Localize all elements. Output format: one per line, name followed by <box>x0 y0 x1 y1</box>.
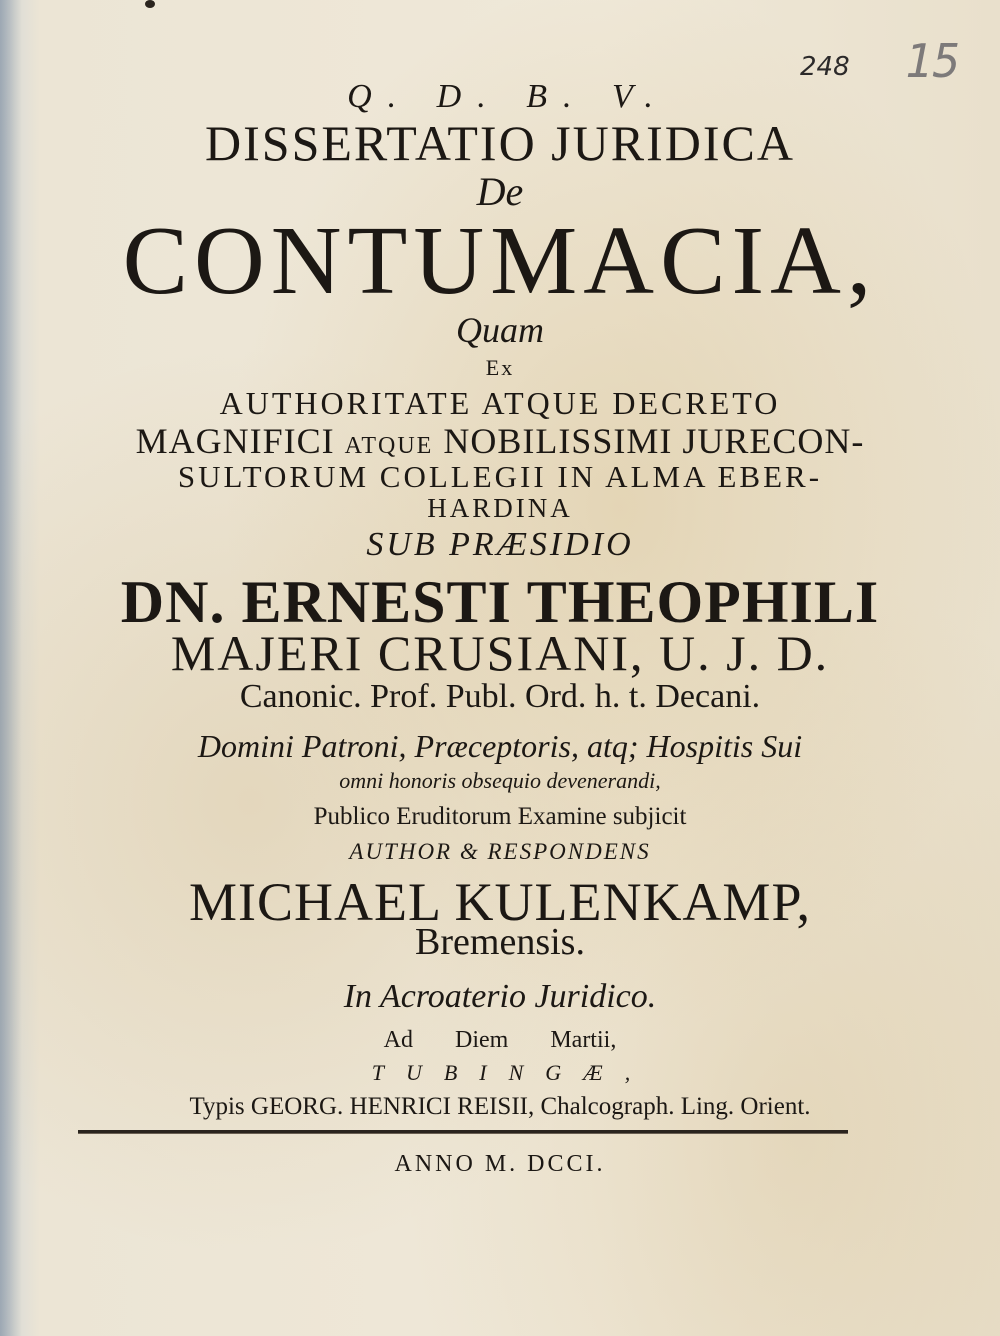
text-magnifici-small: ATQUE <box>344 433 434 459</box>
praeses-title: Canonic. Prof. Publ. Ord. h. t. Decani. <box>239 678 761 715</box>
praeses-name-line1: DN. ERNESTI THEOPHILI <box>120 569 880 635</box>
text-ex: Ex <box>485 355 515 380</box>
title-de: De <box>476 169 524 214</box>
text-author-respondens: AUTHOR & RESPONDENS <box>349 839 651 864</box>
imprint-year: ANNO M. DCCI. <box>394 1151 606 1177</box>
text-authoritate: AUTHORITATE ATQUE DECRETO <box>219 385 781 421</box>
text-quam: Quam <box>456 310 544 350</box>
text-magnifici <box>0 423 1000 459</box>
ink-spot <box>145 0 155 8</box>
text-omni: omni honoris obsequio devenerandi, <box>339 768 661 793</box>
respondent-origin: Bremensis. <box>415 921 585 963</box>
text-domini: Domini Patroni, Præceptoris, atq; Hospitis Sui <box>197 728 803 764</box>
handwritten-mark: 15 <box>905 34 961 88</box>
text-sub-praesidio: SUB PRÆSIDIO <box>366 526 634 563</box>
text-acroaterio: In Acroaterio Juridico. <box>343 978 657 1015</box>
handwritten-page-number: 248 <box>800 52 850 82</box>
text-publico: Publico Eruditorum Examine subjicit <box>313 803 687 830</box>
respondent-name: MICHAEL KULENKAMP, <box>189 872 811 932</box>
invocation-qdbv: Q. D. B. V. <box>347 78 669 115</box>
imprint-rule <box>78 1130 848 1134</box>
praeses-name-line2: MAJERI CRUSIANI, U. J. D. <box>170 625 830 681</box>
title-dissertatio: DISSERTATIO JURIDICA <box>205 115 795 171</box>
text-hardina: HARDINA <box>427 493 573 523</box>
title-contumacia: CONTUMACIA, <box>122 207 878 315</box>
imprint-place: TUBINGÆ, <box>371 1060 653 1085</box>
imprint-printer: Typis GEORG. HENRICI REISII, Chalcograph. Ling. Orient. <box>189 1093 811 1120</box>
text-sultorum: SULTORUM COLLEGII IN ALMA EBER- <box>177 459 823 494</box>
text-magnifici-b: NOBILISSIMI JURECON- <box>433 421 865 461</box>
text-ad-diem: Ad Diem Martii, <box>383 1027 617 1053</box>
text-magnifici-a: MAGNIFICI <box>135 421 345 461</box>
